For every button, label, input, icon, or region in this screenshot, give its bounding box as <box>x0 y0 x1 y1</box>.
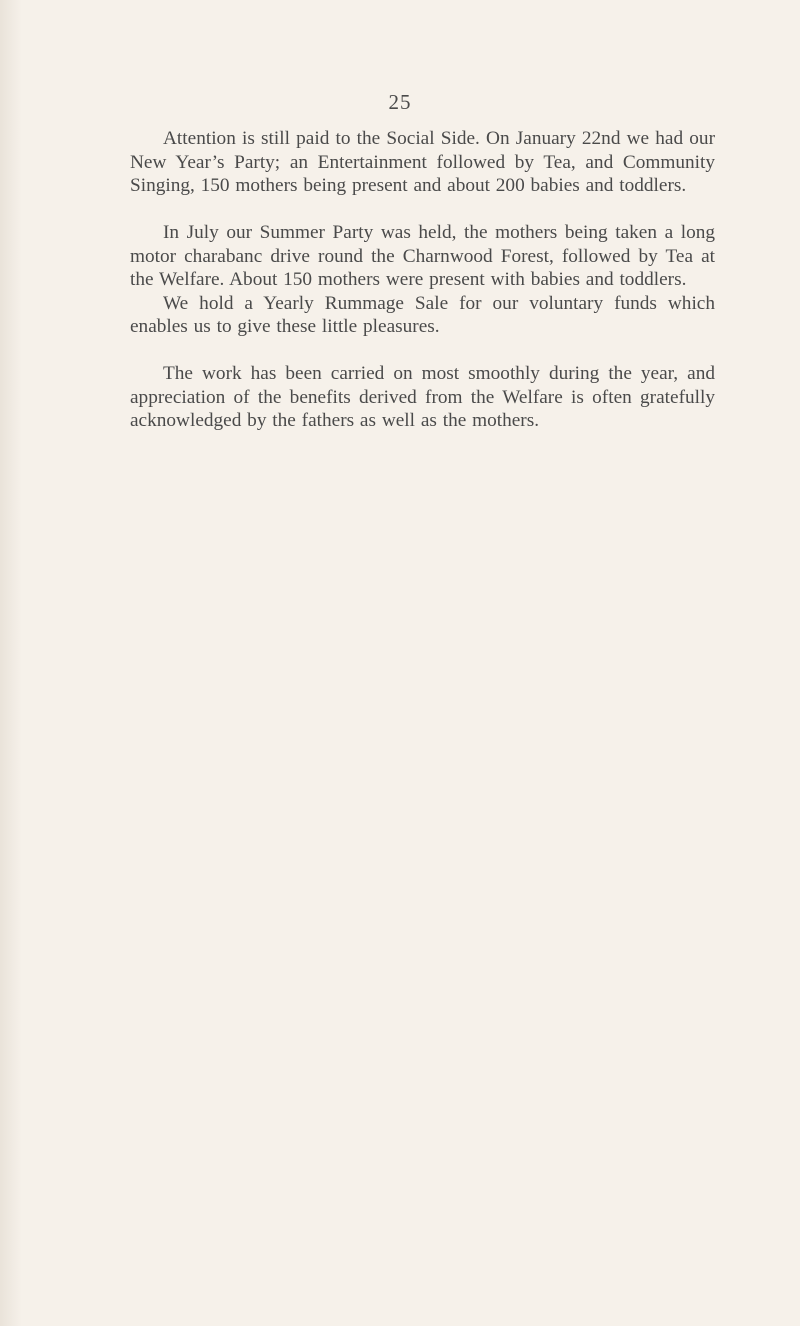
body-text <box>130 127 715 433</box>
paragraph-summer-party: In July our Summer Party was held, the mothers being taken a long motor charabanc drive round the Charnwood Forest, followed by Tea at the Welfare. About 150 mothers were present with babies and toddlers. <box>130 222 715 290</box>
paragraph-social-side: Attention is still paid to the Social Side. On January 22nd we had our New Year’s Party; an Entertainment followed by Tea, and Community Singing, 150 mothers being present and about 200 babies and toddlers. <box>130 128 715 196</box>
paragraph-rummage-sale: We hold a Yearly Rummage Sale for our voluntary funds which enables us to give these little pleasures. <box>130 292 715 337</box>
paragraph-work-appreciation: The work has been carried on most smoothly during the year, and appreciation of the benefits derived from the Welfare is often gratefully acknowledged by the fathers as well as the mothers. <box>130 363 715 431</box>
page-number: 25 <box>388 90 412 114</box>
